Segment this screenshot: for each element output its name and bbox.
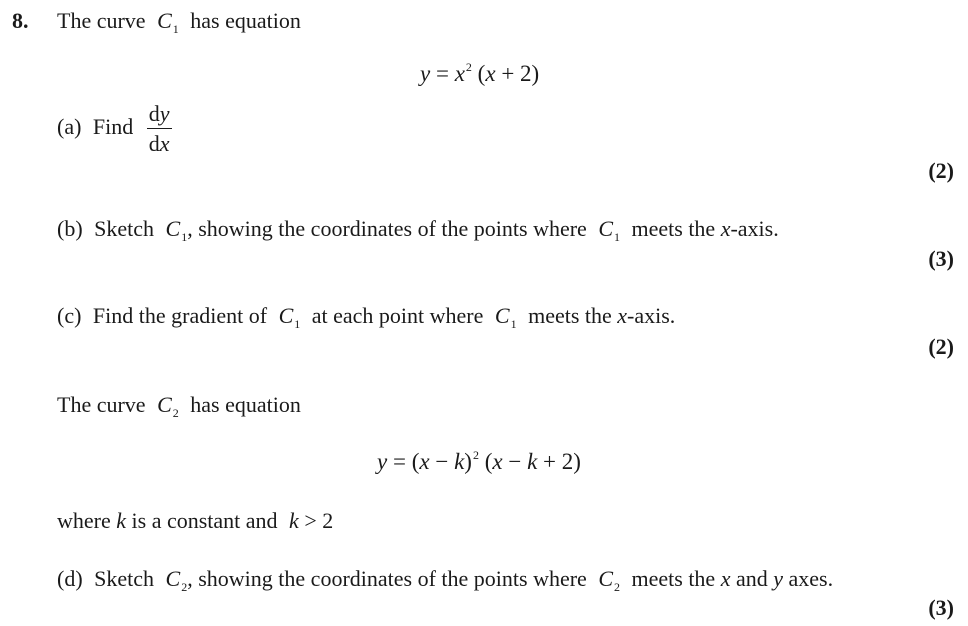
var-k: k bbox=[116, 508, 127, 533]
curve-symbol: C bbox=[165, 566, 181, 591]
frac-var: y bbox=[159, 101, 170, 126]
marks-b: (3) bbox=[928, 246, 954, 271]
marks-c: (2) bbox=[928, 334, 954, 359]
curve-subscript: 1 bbox=[294, 317, 301, 331]
eq-tail: + 2) bbox=[495, 61, 540, 86]
condition-text: where bbox=[57, 508, 111, 533]
curve-subscript: 2 bbox=[181, 580, 188, 594]
curve-subscript: 1 bbox=[510, 317, 517, 331]
part-text: Sketch bbox=[94, 216, 155, 241]
intro-c2 bbox=[57, 392, 301, 418]
eq-sign: = ( bbox=[387, 449, 420, 474]
eq-var: k bbox=[527, 449, 538, 474]
part-text: meets the bbox=[528, 303, 612, 328]
curve-symbol: C bbox=[598, 216, 613, 241]
curve-subscript: 1 bbox=[614, 230, 620, 244]
part-label: (a) bbox=[57, 114, 82, 140]
curve-subscript: 1 bbox=[181, 230, 188, 244]
part-text: Find bbox=[92, 114, 134, 140]
curve-symbol: C bbox=[157, 392, 172, 417]
eq-op: − bbox=[429, 449, 455, 474]
curve-subscript: 1 bbox=[172, 22, 179, 36]
part-text: and bbox=[735, 566, 768, 591]
var-x: x bbox=[617, 303, 628, 328]
condition-tail: > 2 bbox=[298, 508, 334, 533]
part-text: axes. bbox=[788, 566, 834, 591]
var-k: k bbox=[289, 508, 299, 533]
part-a bbox=[57, 103, 172, 155]
eq-sign: = bbox=[430, 61, 455, 86]
eq-paren: ( bbox=[478, 449, 493, 474]
question-number: 8. bbox=[12, 8, 29, 33]
eq-var: x bbox=[454, 61, 465, 86]
intro-text-post: has equation bbox=[190, 392, 301, 417]
var-x: x bbox=[720, 216, 731, 241]
condition-text: is a constant and bbox=[131, 508, 278, 533]
marks-d: (3) bbox=[928, 595, 954, 620]
eq-op: − bbox=[502, 449, 528, 474]
part-text: at each point where bbox=[311, 303, 484, 328]
eq-var: y bbox=[420, 61, 431, 86]
frac-d: d bbox=[148, 131, 160, 156]
marks-a: (2) bbox=[928, 158, 954, 183]
part-text: , showing the coordinates of the points where bbox=[187, 566, 587, 591]
condition-line bbox=[57, 508, 333, 534]
curve-subscript: 2 bbox=[172, 406, 179, 420]
var-x: x bbox=[720, 566, 731, 591]
curve-symbol: C bbox=[494, 303, 510, 328]
eq-tail: + 2) bbox=[537, 449, 581, 474]
part-label: (c) bbox=[57, 303, 82, 328]
part-text: meets the bbox=[631, 566, 716, 591]
curve-symbol: C bbox=[278, 303, 294, 328]
frac-var: x bbox=[159, 131, 170, 156]
eq-var: x bbox=[492, 449, 503, 474]
eq-var: y bbox=[377, 449, 388, 474]
part-text: Find the gradient of bbox=[92, 303, 268, 328]
intro-text: The curve bbox=[57, 392, 146, 417]
part-text: -axis. bbox=[627, 303, 676, 328]
eq-paren: ( bbox=[471, 61, 486, 86]
eq-var: x bbox=[485, 61, 496, 86]
part-c bbox=[57, 303, 675, 329]
curve-subscript: 2 bbox=[614, 580, 620, 594]
curve-symbol: C bbox=[157, 8, 172, 33]
curve-symbol: C bbox=[598, 566, 613, 591]
equation-c1 bbox=[420, 61, 539, 87]
var-y: y bbox=[773, 566, 783, 591]
part-label: (d) bbox=[57, 566, 83, 591]
eq-var: k bbox=[454, 449, 465, 474]
part-text: -axis. bbox=[730, 216, 779, 241]
frac-d: d bbox=[148, 101, 160, 126]
curve-symbol: C bbox=[165, 216, 181, 241]
part-label: (b) bbox=[57, 216, 83, 241]
eq-exponent: 2 bbox=[465, 60, 472, 74]
part-d bbox=[57, 566, 833, 592]
part-text: Sketch bbox=[94, 566, 155, 591]
intro-c1 bbox=[57, 8, 301, 34]
eq-var: x bbox=[419, 449, 430, 474]
intro-text-post: has equation bbox=[190, 8, 301, 33]
derivative-fraction bbox=[147, 103, 172, 155]
part-text: meets the bbox=[631, 216, 716, 241]
eq-exponent: 2 bbox=[472, 448, 479, 462]
eq-paren: ) bbox=[464, 449, 472, 474]
part-b bbox=[57, 216, 779, 242]
part-text: , showing the coordinates of the points where bbox=[187, 216, 587, 241]
intro-text: The curve bbox=[57, 8, 146, 33]
equation-c2 bbox=[377, 449, 581, 475]
